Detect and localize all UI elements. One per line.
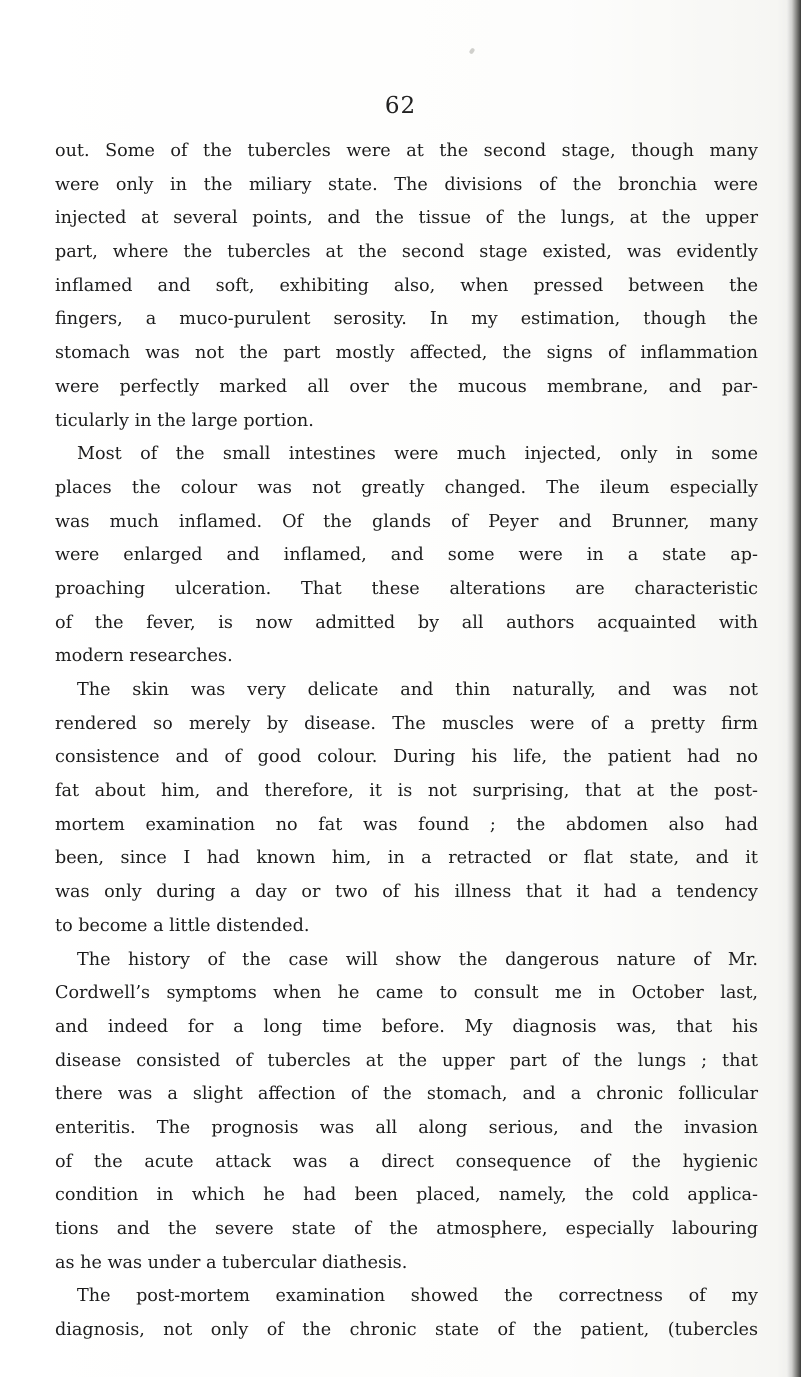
text-line: tions and the severe state of the atmosphere, especially labouring xyxy=(55,1219,758,1239)
text-line: of the fever, is now admitted by all authors acquainted with xyxy=(55,612,758,633)
text-line: The skin was very delicate and thin naturally, and was not xyxy=(77,680,758,700)
text-line: places the colour was not greatly changed. The ileum especially xyxy=(55,477,758,498)
text-line: The history of the case will show the dangerous nature of Mr. xyxy=(77,949,758,970)
text-line: Most of the small intestines were much injected, only in some xyxy=(77,444,758,465)
body-text xyxy=(55,135,758,1348)
text-line: part, where the tubercles at the second stage existed, was evidently xyxy=(55,242,758,263)
text-line: injected at several points, and the tissue of the lungs, at the upper xyxy=(55,208,758,229)
text-line: were only in the miliary state. The divisions of the bronchia were xyxy=(55,174,758,195)
text-line: to become a little distended. xyxy=(55,915,310,936)
book-spine-shadow xyxy=(787,0,801,1377)
text-line: fat about him, and therefore, it is not surprising, that at the post- xyxy=(55,781,758,802)
text-line: rendered so merely by disease. The muscles were of a pretty firm xyxy=(55,713,758,734)
text-line: inflamed and soft, exhibiting also, when pressed between the xyxy=(55,275,758,296)
text-line: enteritis. The prognosis was all along serious, and the invasion xyxy=(55,1117,758,1138)
text-line: modern researches. xyxy=(55,646,233,667)
text-line: were enlarged and inflamed, and some were in a state ap- xyxy=(55,545,758,566)
text-line: Cordwell’s symptoms when he came to consult me in October last, xyxy=(55,983,758,1004)
text-line: diagnosis, not only of the chronic state of the patient, (tubercles xyxy=(55,1320,758,1341)
text-line: there was a slight affection of the stomach, and a chronic follicular xyxy=(55,1084,758,1105)
text-line: been, since I had known him, in a retracted or flat state, and it xyxy=(55,848,758,869)
page-number: 62 xyxy=(384,93,417,119)
text-line: The post-mortem examination showed the correctness of my xyxy=(77,1286,758,1307)
text-line: stomach was not the part mostly affected, the signs of inflammation xyxy=(55,343,758,364)
text-line: and indeed for a long time before. My diagnosis was, that his xyxy=(55,1016,758,1037)
text-line: as he was under a tubercular diathesis. xyxy=(55,1252,408,1273)
paper-speck xyxy=(469,47,476,54)
text-line: proaching ulceration. That these alterations are characteristic xyxy=(55,578,758,599)
text-line: condition in which he had been placed, namely, the cold applica- xyxy=(55,1185,758,1206)
text-line: were perfectly marked all over the mucous membrane, and par- xyxy=(55,376,758,397)
text-line: was only during a day or two of his illness that it had a tendency xyxy=(55,882,758,903)
text-line: consistence and of good colour. During his life, the patient had no xyxy=(55,747,758,768)
text-line: of the acute attack was a direct consequence of the hygienic xyxy=(55,1151,758,1172)
text-line: out. Some of the tubercles were at the second stage, though many xyxy=(55,141,758,161)
text-line: fingers, a muco-purulent serosity. In my estimation, though the xyxy=(55,309,758,330)
text-line: was much inflamed. Of the glands of Peyer and Brunner, many xyxy=(55,511,758,532)
text-line: mortem examination no fat was found ; the abdomen also had xyxy=(55,814,758,835)
text-line: disease consisted of tubercles at the upper part of the lungs ; that xyxy=(55,1050,758,1071)
text-line: ticularly in the large portion. xyxy=(55,410,314,431)
